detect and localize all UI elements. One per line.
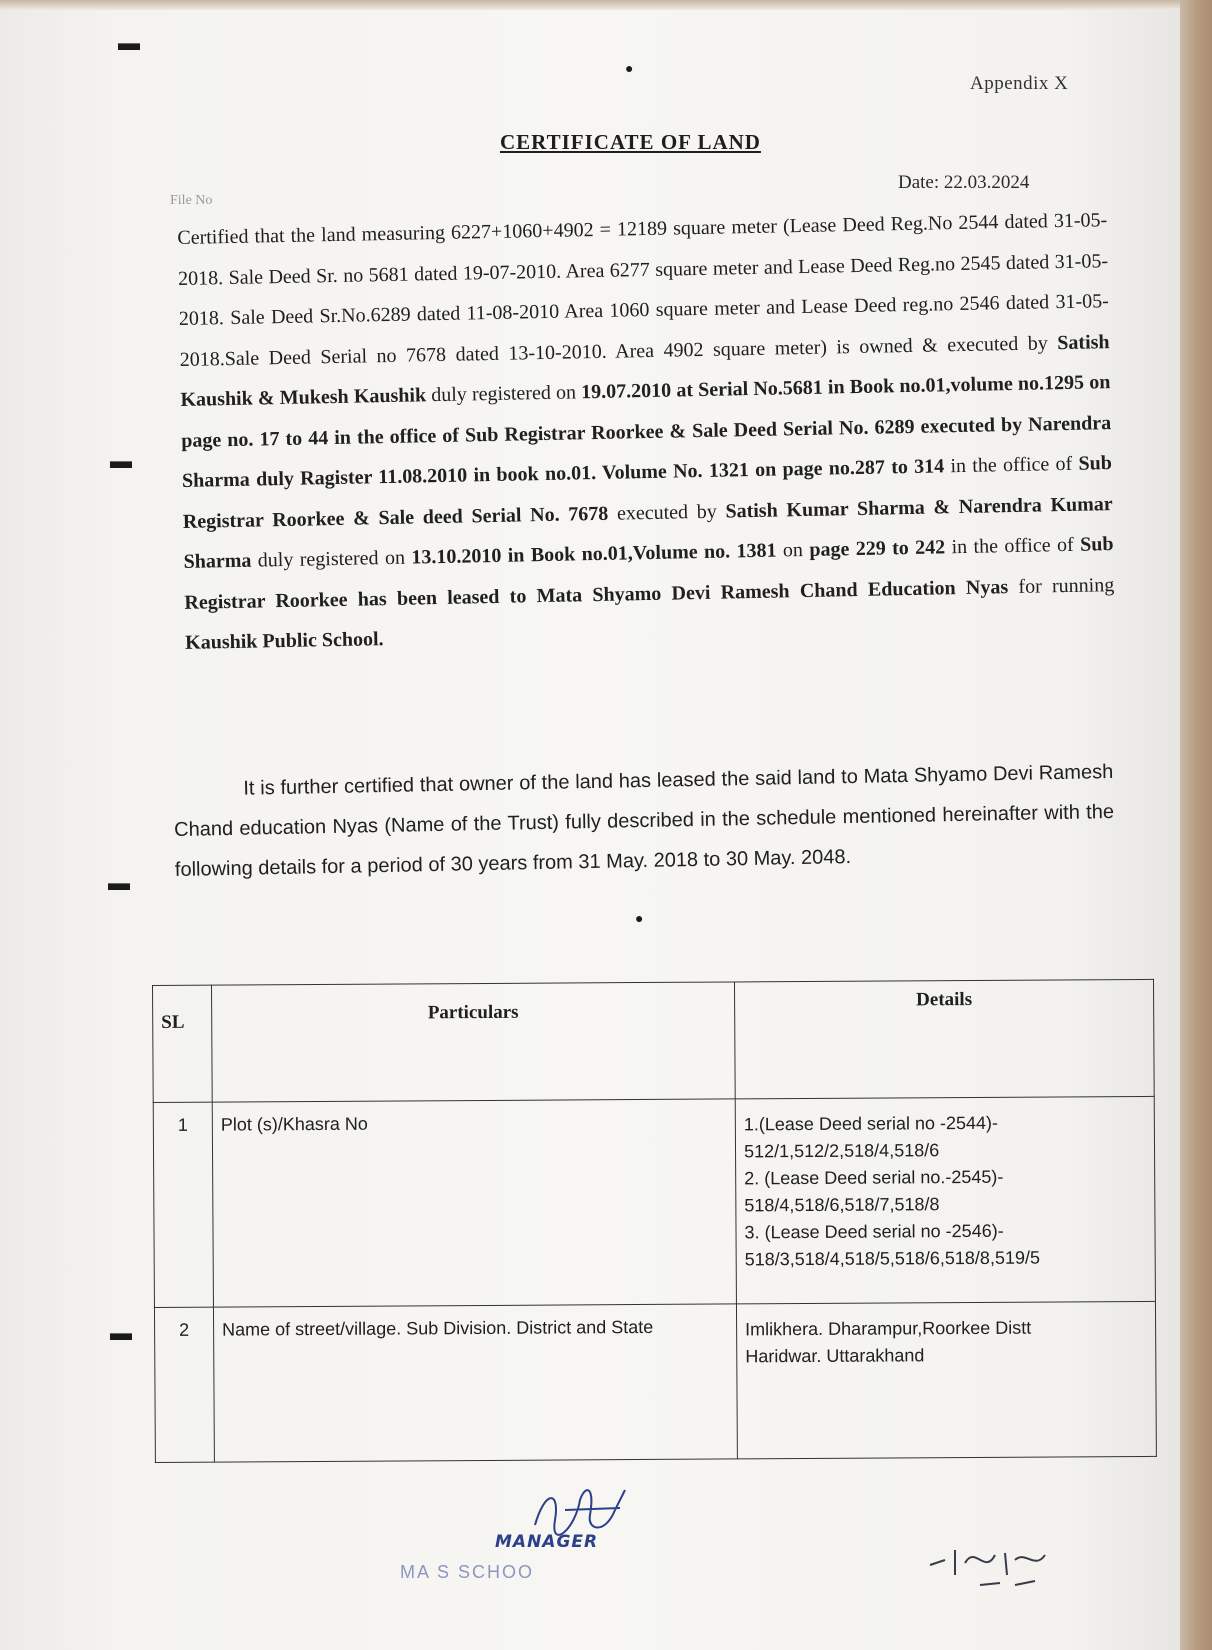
cell-sl: 1 [153,1102,213,1307]
manager-signature-stamp [400,1480,700,1620]
cell-sl: 2 [154,1307,214,1462]
para-text: in the office of [943,452,1079,478]
paper-top-edge [0,0,1180,10]
para-bold: page 229 to 242 [809,536,946,561]
table-row [154,1301,1156,1462]
document-title: CERTIFICATE OF LAND [500,130,761,154]
margin-mark: ● [635,912,644,927]
margin-mark: ● [625,62,634,77]
para-bold: 13.10.2010 in Book no.01,Volume no. 1381 [411,539,777,569]
margin-mark: ▬ [118,30,140,55]
table-header-row [153,979,1155,1102]
para-bold: 19.07.2010 at Serial No.5681 in Book no.01,volume no.1295 on page no. 17 to 44 in the office of Sub Registrar Roorkee & Sale Deed Serial No. 6289 executed by Narendra Sharma duly Ragister 11.08.2010 in book no.01. Volume No. 1321 on page no.287 to 314 [181,371,1112,492]
cell-details [735,1096,1155,1304]
para-bold: Satish Kumar Sharma & Narendra Kumar Sharma [183,492,1113,573]
detail-line: 3. (Lease Deed serial no -2546)- [744,1220,1004,1243]
margin-mark: ▬ [110,448,132,473]
cell-details [736,1301,1156,1459]
table-row [153,1096,1155,1307]
para-bold: Sub Registrar Roorkee & Sale deed Serial No. 7678 [182,452,1113,533]
detail-line: 518/4,518/6,518/7,518/8 [744,1194,940,1216]
para-bold: Kaushik Public School. [184,628,384,654]
detail-line: 2. (Lease Deed serial no.-2545)- [744,1166,1004,1189]
detail-line: 512/1,512/2,518/4,518/6 [743,1140,940,1162]
para-text: in the office of [944,533,1081,559]
header-particulars: Particulars [212,982,736,1102]
margin-mark: ▬ [108,870,130,895]
cell-particulars: Plot (s)/Khasra No [212,1099,736,1307]
schedule-table-wrapper [152,979,1157,1460]
cell-particulars: Name of street/village. Sub Division. District and State [213,1304,737,1462]
para-text: for running [1007,573,1115,598]
para-text: duly registered on [425,381,582,407]
paper-right-edge [1180,0,1212,1650]
para-text: on [776,538,810,562]
file-number-label: File No [170,193,213,208]
detail-line: 518/3,518/4,518/5,518/6,518/8,519/5 [744,1247,1041,1270]
schedule-table [152,979,1157,1463]
appendix-label: Appendix X [970,73,1069,94]
header-details: Details [734,979,1154,1099]
certificate-paragraph [177,200,1115,663]
header-sl: SL [153,985,213,1102]
lease-period-paragraph: It is further certified that owner of the land has leased the said land to Mata Shyamo Devi Ramesh Chand education Nyas (Name of the Trust) fully described in the schedule mentioned hereinafter with the following details for a period of 30 years from 31 May. 2018 to 30 May. 2048. [173,760,1115,881]
manager-label: MANAGER [495,1532,599,1552]
detail-line: 1.(Lease Deed serial no -2544)- [743,1112,999,1135]
document-date: Date: 22.03.2024 [898,172,1030,193]
para-bold: Sub Registrar Roorkee has been leased to Mata Shyamo Devi Ramesh Chand Education Nyas [184,533,1114,614]
para-bold: Satish Kaushik & Mukesh Kaushik [180,330,1110,411]
handwritten-signature-icon [925,1535,1085,1600]
margin-mark: ▬ [110,1320,132,1345]
detail-line: Haridwar. Uttarakhand [745,1345,925,1367]
para-text: executed by [608,500,726,525]
school-stamp-text: MA S SCHOO [400,1562,535,1582]
para-text: Certified that the land measuring 6227+1060+4902 = 12189 square meter (Lease Deed Reg.No 2544 dated 31-05-2018. Sale Deed Sr. no 5681 dated 19-07-2010. Area 6277 square meter and Lease Deed Reg.no 2545 dated 31-05-2018. Sale Deed Sr.No.6289 dated 11-08-2010 Area 1060 square meter and Lease Deed reg.no 2546 dated 31-05-2018.Sale Deed Serial no 7678 dated 13-10-2010. Area 4902 square meter) is owned & executed by [177,209,1109,371]
signature-scribble-icon [925,1535,1085,1595]
para-text: duly registered on [251,546,412,572]
detail-line: Imlikhera. Dharampur,Roorkee Distt [745,1317,1032,1340]
